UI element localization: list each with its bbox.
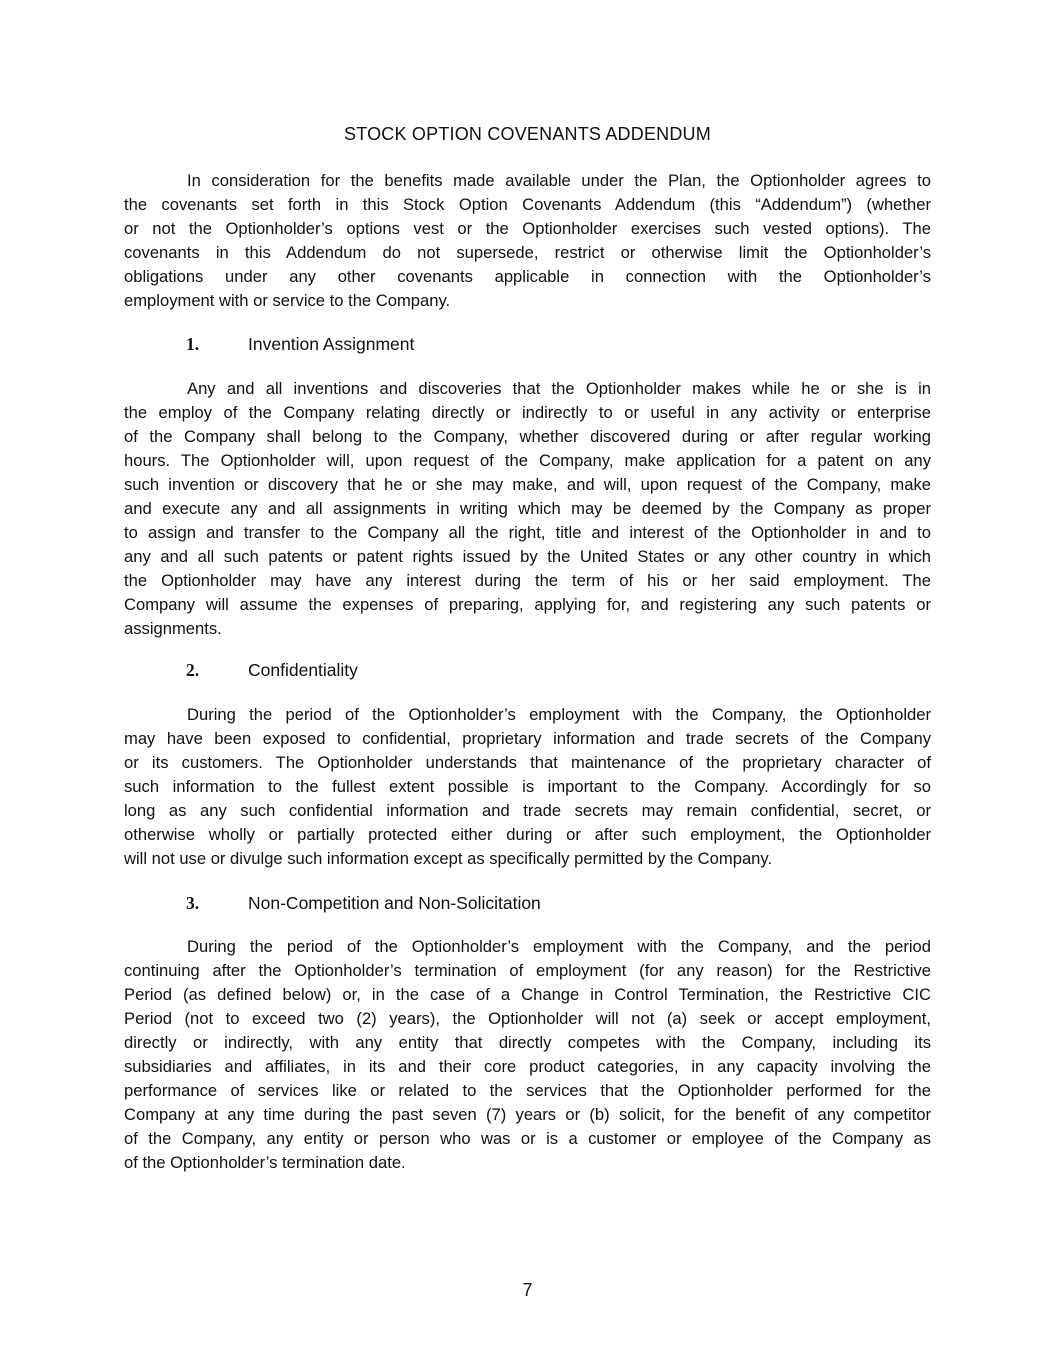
section-paragraph-2 [124,703,931,871]
text-line: and execute any and all assignments in writing which may be deemed by the Company as proper [124,499,931,518]
text-line: directly or indirectly, with any entity that directly competes with the Company, including its [124,1033,931,1052]
text-line: Company at any time during the past seven (7) years or (b) solicit, for the benefit of any competitor [124,1105,931,1124]
text-line: Company will assume the expenses of preparing, applying for, and registering any such patents or [124,595,931,614]
text-line: the employ of the Company relating directly or indirectly to or useful in any activity or enterprise [124,403,931,422]
section-title: Invention Assignment [248,334,415,354]
text-line: long as any such confidential information and trade secrets may remain confidential, secret, or [124,801,931,820]
section-heading-3 [186,891,541,915]
text-line: such information to the fullest extent possible is important to the Company. Accordingly for so [124,777,931,796]
text-line: or not the Optionholder’s options vest or the Optionholder exercises such vested options). The [124,219,931,238]
text-line: During the period of the Optionholder’s employment with the Company, and the period [187,937,931,956]
document-title: STOCK OPTION COVENANTS ADDENDUM [344,124,711,144]
text-line: of the Optionholder’s termination date. [124,1153,406,1172]
text-line: the covenants set forth in this Stock Option Covenants Addendum (this “Addendum”) (whether [124,195,931,214]
section-paragraph-1 [124,377,931,641]
text-line: employment with or service to the Company. [124,291,451,310]
text-line: the Optionholder may have any interest during the term of his or her said employment. The [124,571,931,590]
section-title: Confidentiality [248,660,358,680]
text-line: hours. The Optionholder will, upon request of the Company, make application for a patent on any [124,451,931,470]
text-line: obligations under any other covenants applicable in connection with the Optionholder’s [124,267,931,286]
text-line: covenants in this Addendum do not supersede, restrict or otherwise limit the Optionholder’s [124,243,931,262]
text-line: such invention or discovery that he or she may make, and will, upon request of the Company, make [124,475,931,494]
text-line: to assign and transfer to the Company all the right, title and interest of the Optionholder in and to [124,523,931,542]
text-line: any and all such patents or patent rights issued by the United States or any other country in which [124,547,931,566]
text-line: of the Company shall belong to the Company, whether discovered during or after regular working [124,427,931,446]
text-line: continuing after the Optionholder’s termination of employment (for any reason) for the Restrictive [124,961,931,980]
intro-paragraph [124,169,931,313]
text-line: will not use or divulge such information except as specifically permitted by the Company. [124,849,773,868]
section-number: 3. [186,893,200,913]
section-heading-2 [186,658,358,682]
text-line: During the period of the Optionholder’s employment with the Company, the Optionholder [187,705,931,724]
section-number: 2. [186,660,200,680]
section-number: 1. [186,334,200,354]
section-heading-1 [186,332,414,356]
text-line: In consideration for the benefits made available under the Plan, the Optionholder agrees to [187,171,931,190]
text-line: Period (as defined below) or, in the case of a Change in Control Termination, the Restrictive CIC [124,985,931,1004]
text-line: subsidiaries and affiliates, in its and their core product categories, in any capacity involving the [124,1057,931,1076]
text-line: may have been exposed to confidential, proprietary information and trade secrets of the Company [124,729,931,748]
section-paragraph-3 [124,935,931,1175]
text-line: or its customers. The Optionholder understands that maintenance of the proprietary character of [124,753,931,772]
text-line: Period (not to exceed two (2) years), the Optionholder will not (a) seek or accept employment, [124,1009,931,1028]
section-title: Non-Competition and Non-Solicitation [248,893,541,913]
text-line: of the Company, any entity or person who was or is a customer or employee of the Company as [124,1129,931,1148]
text-line: performance of services like or related to the services that the Optionholder performed for the [124,1081,931,1100]
text-line: otherwise wholly or partially protected either during or after such employment, the Optionholder [124,825,931,844]
text-line: Any and all inventions and discoveries that the Optionholder makes while he or she is in [187,379,931,398]
text-line: assignments. [124,619,222,638]
page-number: 7 [522,1280,533,1300]
